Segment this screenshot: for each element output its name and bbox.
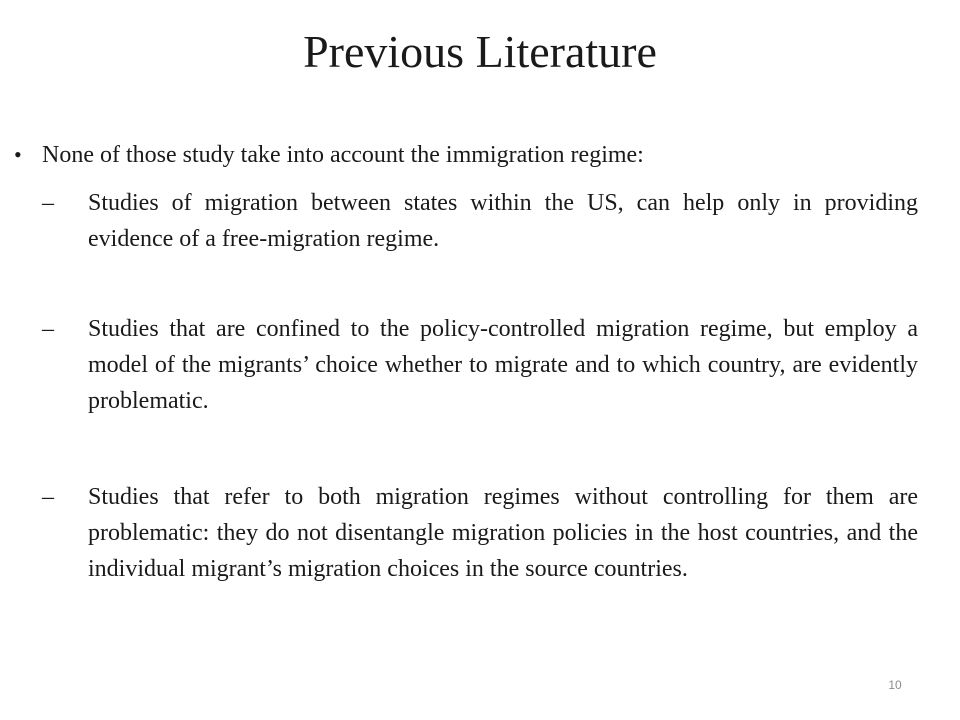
dash-icon: – xyxy=(42,316,54,342)
bullet-text: None of those study take into account the immigration regime: xyxy=(42,142,644,168)
sub-bullet-text: Studies that are confined to the policy-controlled migration regime, but employ a model of the migrants’ choice whether to migrate and to which country, are evidently problematic. xyxy=(88,316,918,414)
dash-icon: – xyxy=(42,484,54,510)
dash-icon: – xyxy=(42,190,54,216)
sub-bullet-text: Studies of migration between states within the US, can help only in providing evidence of a free-migration regime. xyxy=(88,190,918,252)
page-number: 10 xyxy=(888,678,902,692)
slide-title: Previous Literature xyxy=(303,26,657,77)
bullet-icon: • xyxy=(14,142,22,167)
sub-bullet-text: Studies that refer to both migration regimes without controlling for them are problematic: they do not disentangle migration policies in the host countries, and the individual migrant’s migration choices in the source countries. xyxy=(88,484,918,582)
